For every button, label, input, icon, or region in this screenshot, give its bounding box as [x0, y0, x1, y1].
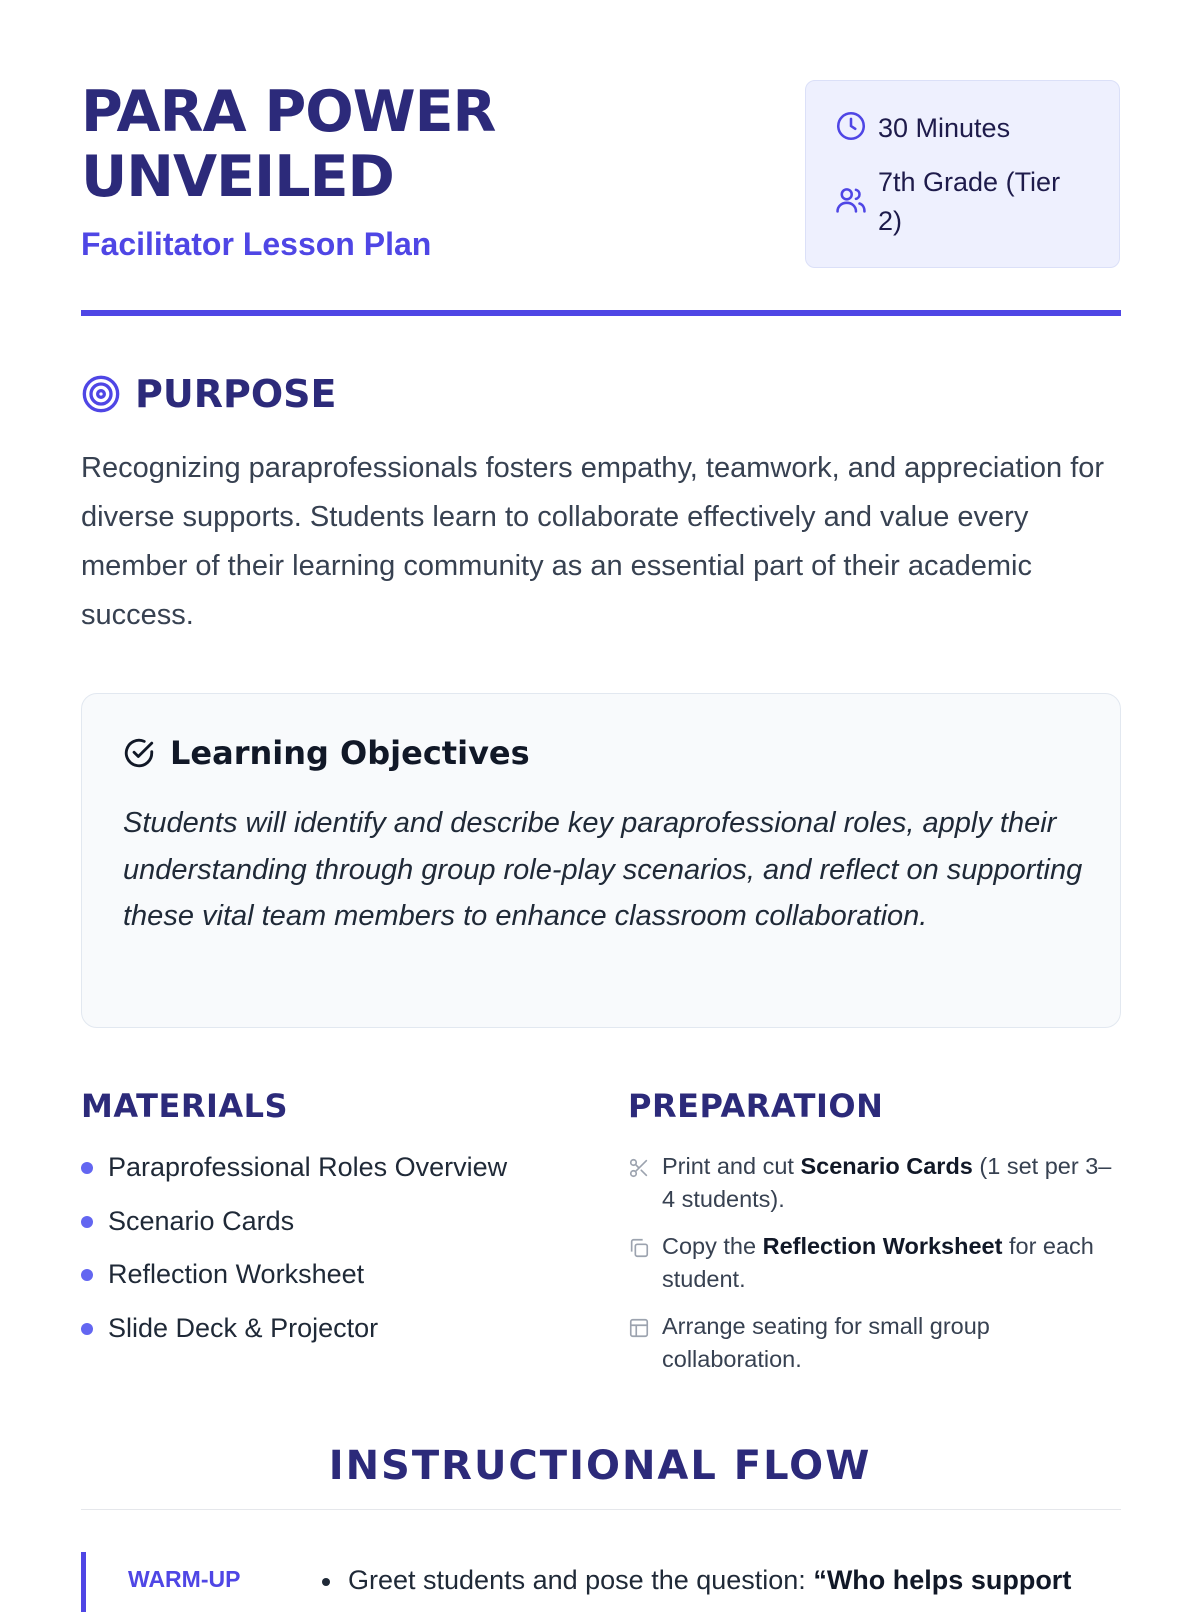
list-item	[81, 1257, 507, 1311]
duration-row	[834, 109, 1078, 148]
objectives-heading	[122, 734, 530, 772]
learning-objectives-box	[81, 693, 1121, 1028]
objectives-text: Students will identify and describe key paraprofessional roles, apply their understanding through group role-play scenarios, and reflect on supporting these vital team members to enhance classroom collaboration.	[123, 807, 1083, 932]
header	[81, 80, 1121, 320]
page-subtitle: Facilitator Lesson Plan	[81, 226, 432, 262]
users-icon	[834, 183, 868, 217]
materials-list	[81, 1150, 507, 1364]
copy-icon	[628, 1237, 650, 1259]
list-item	[628, 1150, 1123, 1217]
flow-bullet-text: Greet students and pose the question:	[348, 1565, 814, 1595]
prep-text: Print and cut	[662, 1153, 801, 1179]
title-line-1: PARA POWER	[81, 79, 496, 145]
list-item	[628, 1310, 1123, 1377]
duration-text: 30 Minutes	[878, 113, 1011, 143]
bullet-dot	[81, 1269, 93, 1281]
bullet-dot	[81, 1162, 93, 1174]
material-label: Reflection Worksheet	[108, 1259, 365, 1289]
stage-accent-bar	[81, 1552, 86, 1612]
prep-text: (1 set per 3–4 students).	[662, 1153, 1112, 1212]
stage-label: WARM-UP	[128, 1566, 241, 1592]
purpose-heading	[81, 372, 336, 416]
grade-text: 7th Grade (Tier 2)	[878, 167, 1061, 236]
clock-icon	[834, 109, 868, 143]
instructional-flow-heading: INSTRUCTIONAL FLOW	[328, 1443, 872, 1489]
lesson-meta-box	[805, 80, 1120, 268]
prep-text: for each student.	[662, 1233, 1094, 1292]
bullet-dot	[322, 1578, 330, 1586]
material-label: Paraprofessional Roles Overview	[108, 1152, 508, 1182]
preparation-heading: PREPARATION	[628, 1087, 884, 1125]
bullet-dot	[81, 1323, 93, 1335]
prep-text: Arrange seating for small group collaboration.	[662, 1313, 990, 1372]
prep-text: Copy the	[662, 1233, 763, 1259]
flow-divider	[81, 1509, 1121, 1510]
header-divider	[81, 310, 1121, 316]
layout-icon	[628, 1317, 650, 1339]
bullet-dot	[81, 1216, 93, 1228]
list-item	[81, 1150, 507, 1204]
purpose-text: Recognizing paraprofessionals fosters empathy, teamwork, and appreciation for diverse supports. Students learn to collaborate effectively and value every member of their learning community as an essential part of their academic success.	[81, 452, 1105, 631]
materials-heading: MATERIALS	[81, 1087, 289, 1125]
material-label: Scenario Cards	[108, 1205, 295, 1236]
list-item	[628, 1230, 1123, 1297]
prep-bold: Reflection Worksheet	[762, 1233, 1003, 1259]
scissors-icon	[628, 1157, 650, 1179]
target-icon	[81, 374, 121, 414]
list-item	[81, 1311, 507, 1365]
flow-bullet-bold: “Who helps support	[813, 1565, 1072, 1595]
flow-bullet	[322, 1565, 1172, 1596]
material-label: Slide Deck & Projector	[108, 1312, 379, 1343]
grade-row	[834, 163, 1078, 241]
preparation-list	[628, 1150, 1123, 1390]
objectives-heading-label: Learning Objectives	[170, 734, 530, 772]
title-line-2: UNVEILED	[81, 144, 394, 210]
list-item	[81, 1204, 507, 1258]
check-circle-icon	[122, 736, 156, 770]
purpose-heading-label: PURPOSE	[135, 372, 337, 416]
prep-bold: Scenario Cards	[800, 1153, 973, 1179]
